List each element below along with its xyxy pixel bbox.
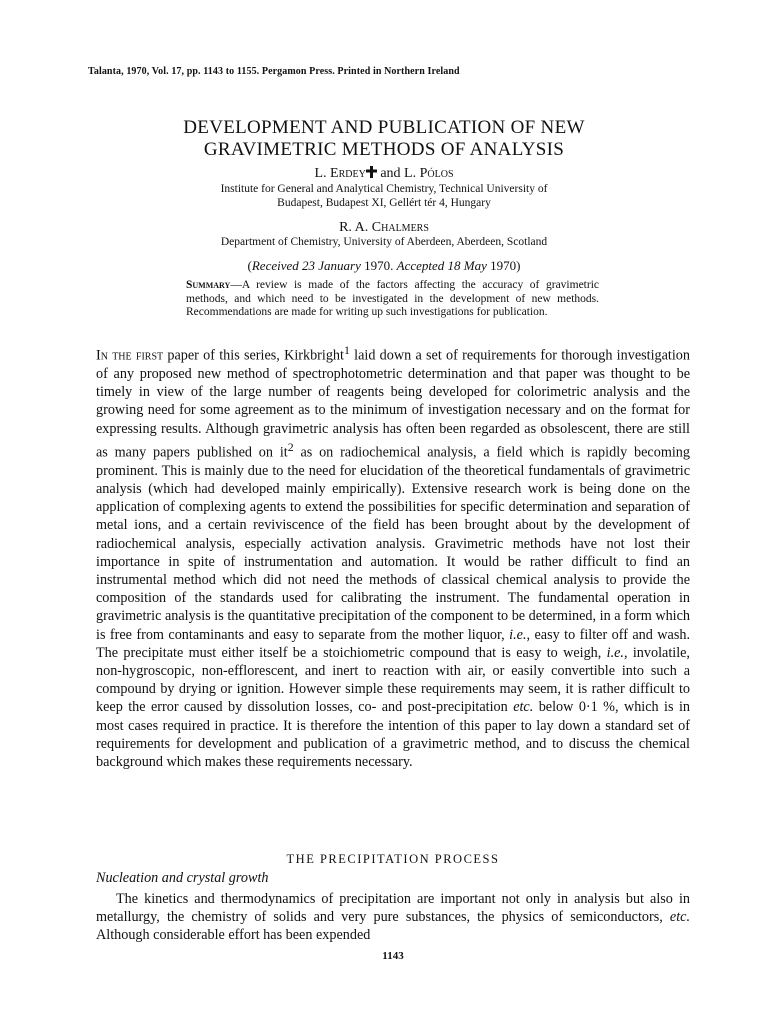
intro-text-f: below 0·1 %, which is in most cases required in practice. It is therefore the intention of this paper to lay down a standard set of requirements for development and publication of a gravimetric method, and to discuss the chemical background which makes these requirements necessary. [96,699,690,770]
etc-italic-1: etc. [513,699,534,716]
section-text [96,890,690,945]
author2-initial: L. [404,166,420,181]
ie-italic-2: i.e. [606,644,624,661]
author-line [96,166,672,182]
affiliation-1-line-1: Institute for General and Analytical Chemistry, Technical University of [220,183,548,195]
intro-text-c: as on radiochemical analysis, a field which is rapidly becoming prominent. This is mainly due to the need for elucidation of the theoretical fundamentals of gravimetric analysis (which had developed mainly empirically). Extensive research work is being done on the application of complexing agents to extend the possibilities for specific determination and separation of metal ions, and a certain reviviscence of the field has been brought about by the development of radiochemical analysis, especially activation analysis. Gravimetric methods have not lost their importance in spite of instrumentation and automation. It would be rather difficult to find an instrumental method which did not need the methods of classical chemical analysis to provide the composition of the standards used for calibrating the instrument. The fundamental operation in gravimetric analysis is the quantitative precipitation of the component to be determined, in a form which is free from contaminants and easy to separate from the mother liquor, [96,444,690,643]
journal-citation: Talanta, 1970, Vol. 17, pp. 1143 to 1155. Pergamon Press. Printed in Northern Ireland [88,66,460,77]
affiliation-1 [96,182,672,210]
deceased-cross-icon [366,166,377,178]
author2-name: Pólos [419,166,454,181]
accepted-label: Accepted [396,258,445,273]
summary-label: Summary [186,279,231,291]
received-year: 1970. [364,258,397,273]
etc-italic-2: etc. [669,909,690,926]
ie-italic-1: i.e. [509,626,527,643]
accepted-date: 18 May [444,258,491,273]
abstract-summary [186,279,599,320]
subsection-heading: Nucleation and crystal growth [96,870,269,886]
introduction-text [96,341,690,771]
accepted-year: 1970) [490,258,521,273]
intro-text-a: paper of this series, Kirkbright [163,347,344,364]
intro-text-d: , easy to filter off and wash. The precipitate must either itself be a stoichiometric compound that is easy to weigh, [96,626,690,661]
section-text-b: Although considerable effort has been expended [96,927,371,944]
section-text-a: The kinetics and thermodynamics of precipitation are important not only in analysis but also in metallurgy, the chemistry of solids and very pure substances, the physics of semiconductors, [96,891,690,926]
received-open-paren: ( [247,258,252,273]
author-conjunction: and [376,166,405,181]
article-title-line-2: GRAVIMETRIC METHODS OF ANALYSIS [203,139,565,160]
lead-in-smallcaps: In the first [96,347,164,364]
received-label: Received [251,258,299,273]
author3-initial: R. A. [339,220,372,235]
reference-2: 2 [287,439,294,454]
section-paragraph [96,890,690,945]
author1-initial: L. [314,166,331,181]
author3-name: Chalmers [371,220,429,235]
author-line-2 [96,220,672,236]
introduction-paragraph [96,341,690,771]
affiliation-1-line-2: Budapest, Budapest XI, Gellért tér 4, Hungary [277,197,491,209]
received-dates [96,258,672,274]
author1-name: Erdey [330,166,366,181]
intro-text-b: laid down a set of requirements for thorough investigation of any proposed new method of spectrophotometric determination and that paper was thought to be timely in view of the large number of reagents being developed for colorimetric analysis and the growing need for some agreement as to the minimum of investigation necessary and on the format for expressing results. Although gravimetric analysis has often been regarded as obsolescent, there are still as many papers published on it [96,347,690,461]
page-number: 1143 [382,950,404,962]
section-heading: THE PRECIPITATION PROCESS [286,852,500,866]
article-title-line-1: DEVELOPMENT AND PUBLICATION OF NEW [183,117,585,138]
received-date: 23 January [298,258,365,273]
intro-text-e: , involatile, non-hygroscopic, non-efflorescent, and inert to reaction with air, or easily convertible into such a compound by drying or ignition. However simple these requirements may seem, it is rather difficult to keep the error caused by dissolution losses, co- and post-precipitation [96,644,690,716]
affiliation-2: Department of Chemistry, University of Aberdeen, Aberdeen, Scotland [220,236,548,248]
reference-1: 1 [343,343,350,357]
summary-text: —A review is made of the factors affecting the accuracy of gravimetric methods, and which need to be investigated in the development of new methods. Recommendations are made for writing up such investigations for publication. [186,279,599,319]
